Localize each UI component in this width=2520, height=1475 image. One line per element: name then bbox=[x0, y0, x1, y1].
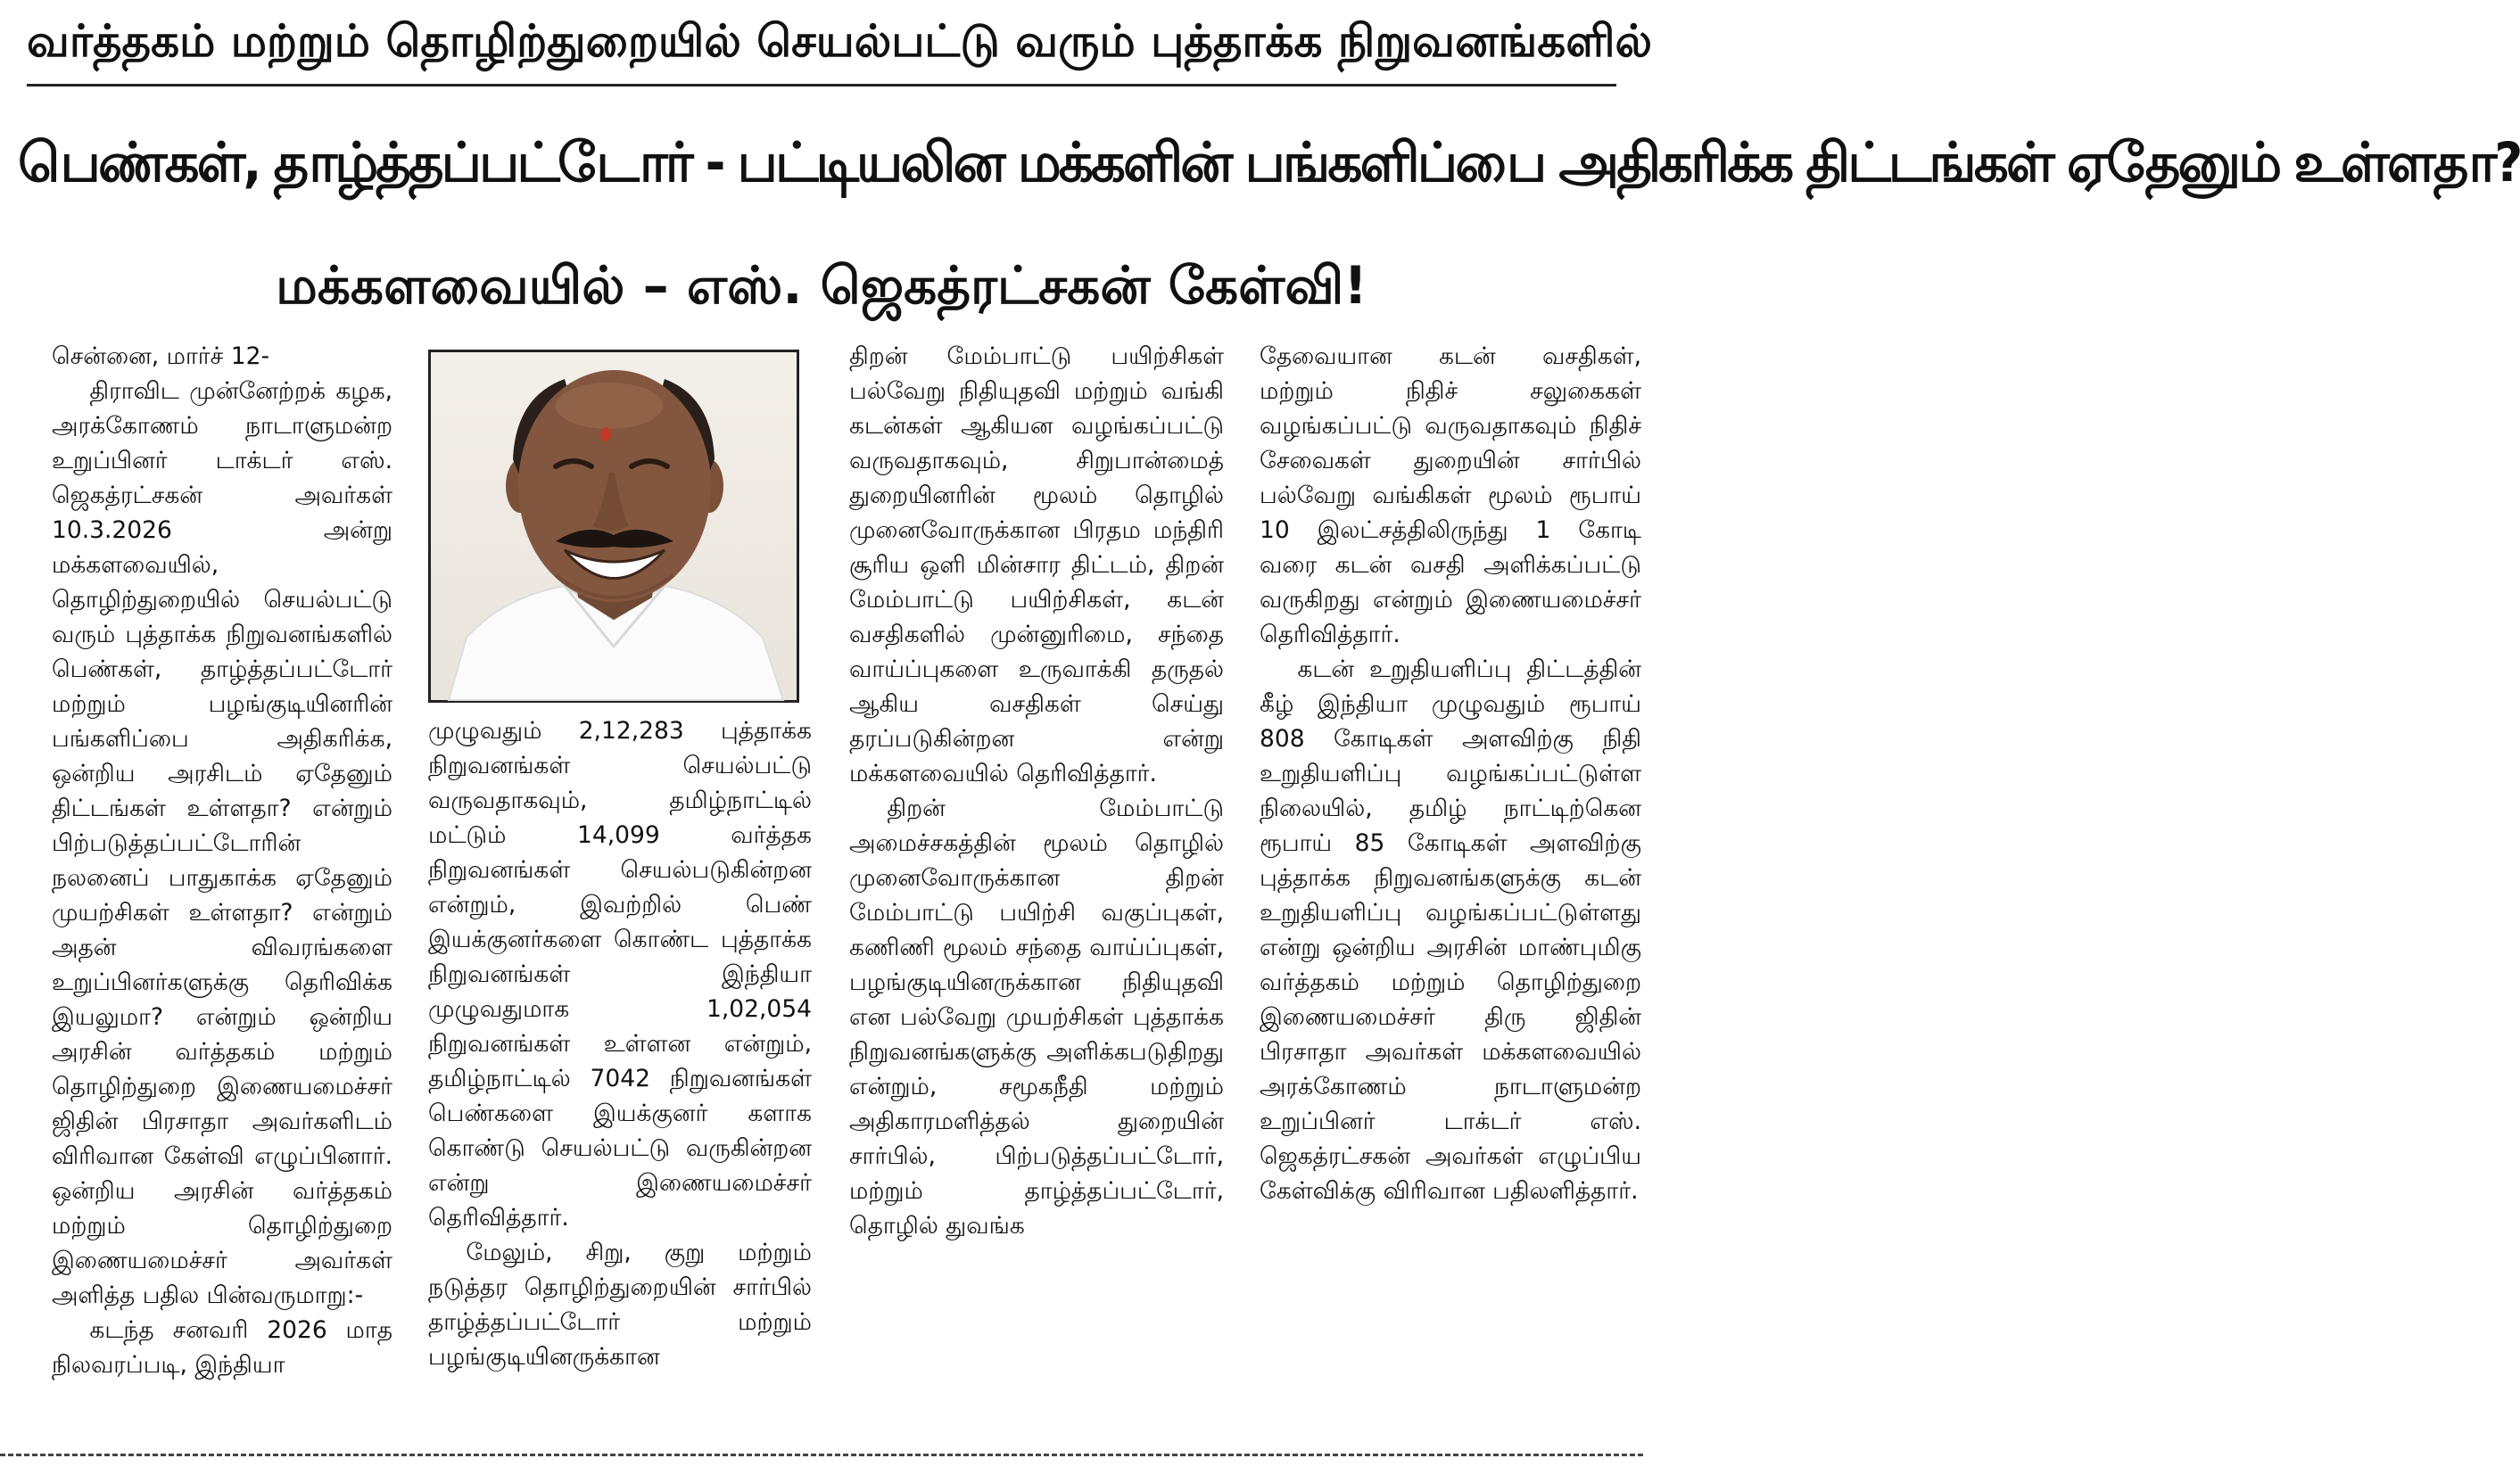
column-1-paragraph-1: திராவிட முன்னேற்றக் கழக, அரக்கோணம் நாடாளுமன்ற உறுப்பினர் டாக்டர் எஸ். ஜெகத்ரட்சகன் அவர்கள் 10.3.2026 அன்று மக்களவையில், தொழிற்துறையில் செயல்பட்டு வரும் புத்தாக்க நிறுவனங்களில் பெண்கள், தாழ்த்தப்பட்டோர் மற்றும் பழங்குடியினரின் பங்களிப்பை அதிகரிக்க, ஒன்றிய அரசிடம் ஏதேனும் திட்டங்கள் உள்ளதா? என்றும் பிற்படுத்தப்பட்டோரின் நலனைப் பாதுகாக்க ஏதேனும் முயற்சிகள் உள்ளதா? என்றும் அதன் விவரங்களை உறுப்பினர்களுக்கு தெரிவிக்க இயலுமா? என்றும் ஒன்றிய அரசின் வர்த்தகம் மற்றும் தொழிற்துறை இணையமைச்சர் ஜிதின் பிரசாதா அவர்களிடம் விரிவான கேள்வி எழுப்பினார். ஒன்றிய அரசின் வர்த்தகம் மற்றும் தொழிற்துறை இணையமைச்சர் அவர்கள் அளித்த பதில பின்வருமாறு:- bbox=[52, 377, 392, 1309]
article-column-4 bbox=[1260, 339, 1641, 1413]
column-1-paragraph-2: கடந்த சனவரி 2026 மாத நிலவரப்படி, இந்தியா bbox=[52, 1316, 392, 1379]
column-2-paragraph-2: மேலும், சிறு, குறு மற்றும் நடுத்தர தொழிற்துறையின் சார்பில் தாழ்த்தப்பட்டோர் மற்றும் பழங்குடியினருக்கான bbox=[428, 1239, 812, 1371]
portrait-photo bbox=[428, 350, 799, 703]
article-column-3 bbox=[849, 339, 1224, 1413]
column-3-paragraph-1: திறன் மேம்பாட்டு பயிற்சிகள் பல்வேறு நிதியுதவி மற்றும் வங்கி கடன்கள் ஆகியன வழங்கப்பட்டு வருவதாகவும், சிறுபான்மைத் துறையினரின் மூலம் தொழில் முனைவோருக்கான பிரதம மந்திரி சூரிய ஒளி மின்சார திட்டம், திறன் மேம்பாட்டு பயிற்சிகள், கடன் வசதிகளில் முன்னுரிமை, சந்தை வாய்ப்புகளை உருவாக்கி தருதல் ஆகிய வசதிகள் செய்து தரப்படுகின்றன என்று மக்களவையில் தெரிவித்தார். bbox=[849, 342, 1224, 787]
article-column-1 bbox=[52, 339, 392, 1413]
article-column-2 bbox=[428, 713, 812, 1413]
clipping-cut-line bbox=[0, 1454, 1643, 1456]
subheadline: மக்களவையில் – எஸ். ஜெகத்ரட்சகன் கேள்வி! bbox=[276, 255, 1367, 316]
column-2-paragraph-1: முழுவதும் 2,12,283 புத்தாக்க நிறுவனங்கள் செயல்பட்டு வருவதாகவும், தமிழ்நாட்டில் மட்டும் 14,099 வர்த்தக நிறுவனங்கள் செயல்படுகின்றன என்றும், இவற்றில் பெண் இயக்குனர்களை கொண்ட புத்தாக்க நிறுவனங்கள் இந்தியா முழுவதுமாக 1,02,054 நிறுவனங்கள் உள்ளன என்றும், தமிழ்நாட்டில் 7042 நிறுவனங்கள் பெண்களை இயக்குனர் களாக கொண்டு செயல்பட்டு வருகின்றன என்று இணையமைச்சர் தெரிவித்தார். bbox=[428, 717, 812, 1232]
column-4-paragraph-2: கடன் உறுதியளிப்பு திட்டத்தின் கீழ் இந்தியா முழுவதும் ரூபாய் 808 கோடிகள் அளவிற்கு நிதி உறுதியளிப்பு வழங்கப்பட்டுள்ள நிலையில், தமிழ் நாட்டிற்கென ரூபாய் 85 கோடிகள் அளவிற்கு புத்தாக்க நிறுவனங்களுக்கு கடன் உறுதியளிப்பு வழங்கப்பட்டுள்ளது என்று ஒன்றிய அரசின் மாண்புமிகு வர்த்தகம் மற்றும் தொழிற்துறை இணையமைச்சர் திரு ஜிதின் பிரசாதா அவர்கள் மக்களவையில் அரக்கோணம் நாடாளுமன்ற உறுப்பினர் டாக்டர் எஸ். ஜெகத்ரட்சகன் அவர்கள் எழுப்பிய கேள்விக்கு விரிவான பதிலளித்தார். bbox=[1260, 655, 1641, 1205]
main-headline: பெண்கள், தாழ்த்தப்பட்டோர் - பட்டியலின மக்களின் பங்களிப்பை அதிகரிக்க திட்டங்கள் ஏதேனும் உள்ளதா? bbox=[18, 131, 2520, 194]
dateline: சென்னை, மார்ச் 12- bbox=[52, 342, 270, 370]
headline-rule bbox=[27, 84, 1616, 87]
column-3-paragraph-2: திறன் மேம்பாட்டு அமைச்சகத்தின் மூலம் தொழில் முனைவோருக்கான திறன் மேம்பாட்டு பயிற்சி வகுப்புகள், கணிணி மூலம் சந்தை வாய்ப்புகள், பழங்குடியினருக்கான நிதியுதவி என பல்வேறு முயற்சிகள் புத்தாக்க நிறுவனங்களுக்கு அளிக்கபடுதிறது என்றும், சமூகநீதி மற்றும் அதிகாரமளித்தல் துறையின் சார்பில், பிற்படுத்தப்பட்டோர், மற்றும் தாழ்த்தப்பட்டோர், தொழில் துவங்க bbox=[849, 795, 1224, 1240]
portrait-illustration bbox=[431, 352, 797, 700]
kicker-headline: வர்த்தகம் மற்றும் தொழிற்துறையில் செயல்பட்டு வரும் புத்தாக்க நிறுவனங்களில் bbox=[27, 15, 1653, 67]
column-4-paragraph-1: தேவையான கடன் வசதிகள், மற்றும் நிதிச் சலுகைகள் வழங்கப்பட்டு வருவதாகவும் நிதிச் சேவைகள் துறையின் சார்பில் பல்வேறு வங்கிகள் மூலம் ரூபாய் 10 இலட்சத்திலிருந்து 1 கோடி வரை கடன் வசதி அளிக்கப்பட்டு வருகிறது என்றும் இணையமைச்சர் தெரிவித்தார். bbox=[1260, 342, 1641, 648]
